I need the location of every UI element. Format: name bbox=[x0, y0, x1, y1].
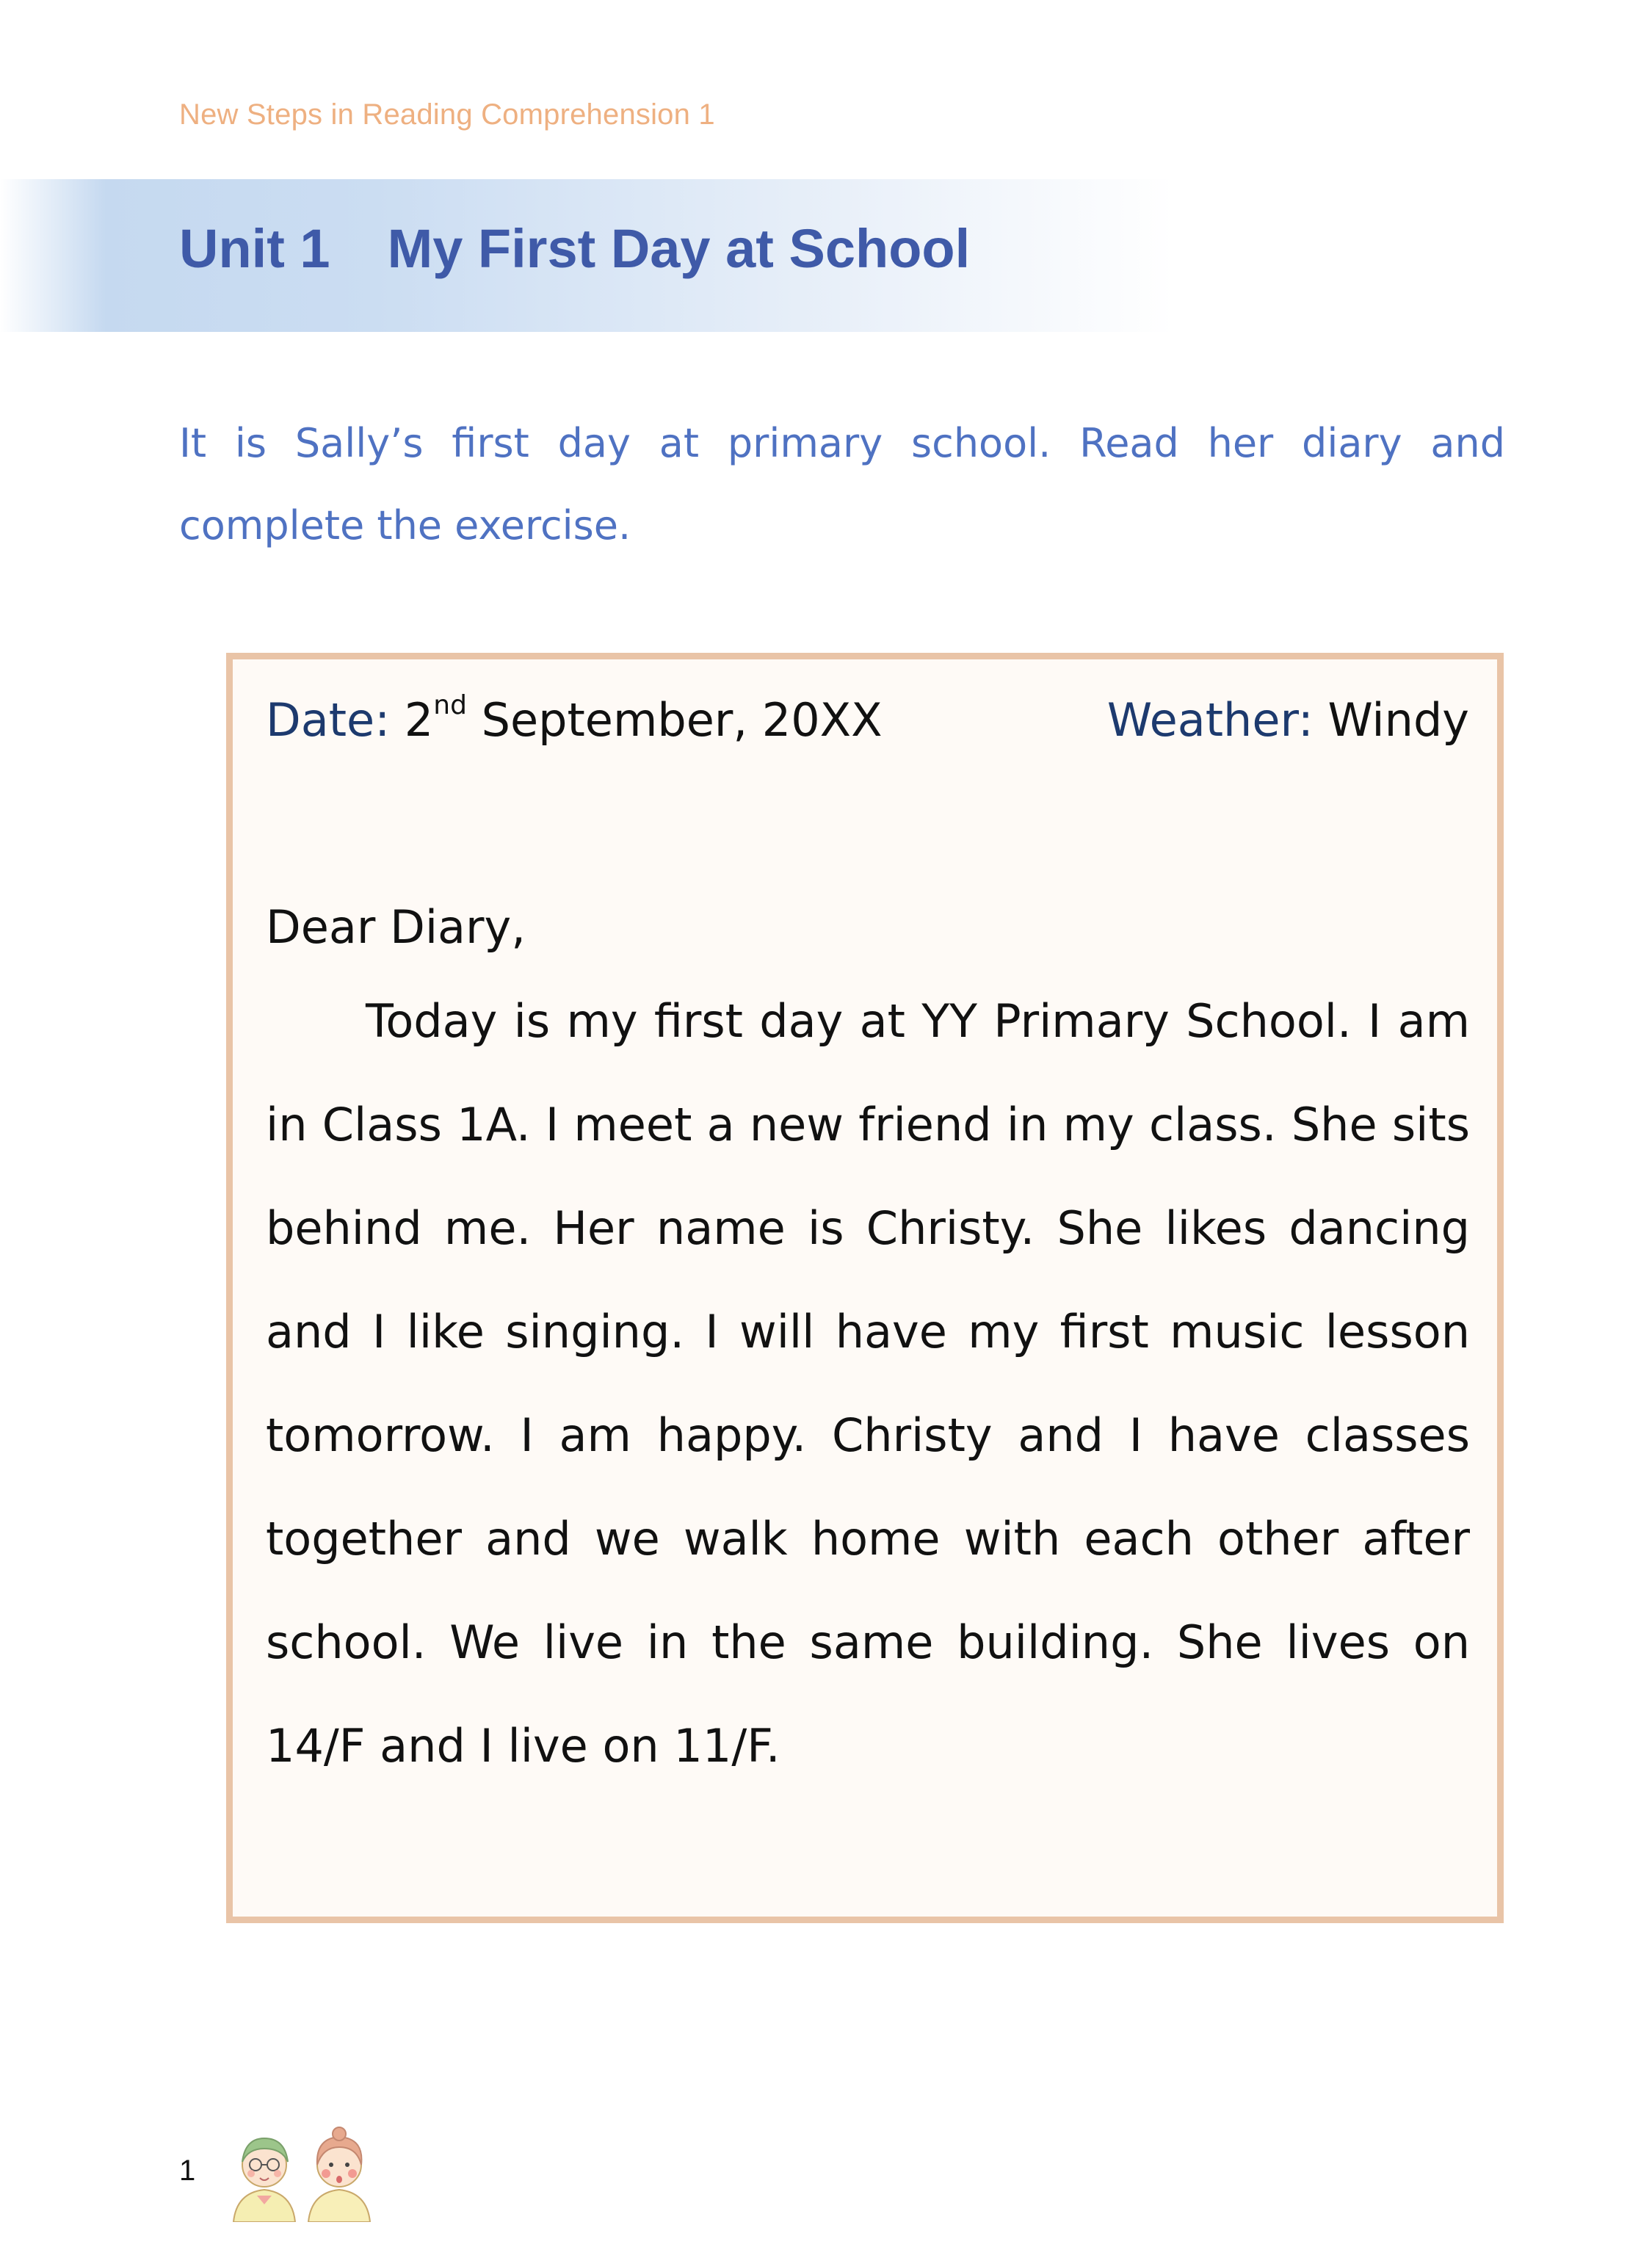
girl-figure bbox=[308, 2127, 370, 2222]
date-suffix: nd bbox=[433, 690, 467, 720]
weather-label: Weather: bbox=[1106, 693, 1314, 747]
unit-name: My First Day at School bbox=[387, 218, 971, 279]
diary-body: Today is my first day at YY Primary School. I am in Class 1A. I meet a new friend in my class. She sits behind me. Her name is Christy. She likes dancing and I like singing. I will have my first music lesson tomorrow. I am happy. Christy and I have classes together and we walk home with each other after school. We live in the same building. She lives on 14/F and I live on 11/F. bbox=[266, 994, 1470, 1773]
boy-figure bbox=[233, 2138, 295, 2222]
weather-value: Windy bbox=[1327, 693, 1469, 747]
date-label: Date: bbox=[266, 693, 391, 747]
weather-field bbox=[1107, 693, 1469, 747]
unit-title bbox=[179, 217, 970, 280]
date-day: 2 bbox=[404, 693, 434, 747]
instruction-text: It is Sally’s first day at primary school. Read her diary and complete the exercise. bbox=[179, 420, 1505, 549]
date-rest: September, 20XX bbox=[481, 693, 883, 747]
diary-box bbox=[226, 653, 1504, 1923]
diary-meta-line bbox=[266, 690, 1469, 747]
diary-greeting: Dear Diary, bbox=[266, 900, 526, 954]
unit-number: Unit 1 bbox=[179, 218, 330, 279]
running-header: New Steps in Reading Comprehension 1 bbox=[179, 98, 715, 131]
children-illustration bbox=[220, 2119, 389, 2222]
date-field bbox=[266, 690, 883, 747]
page-number: 1 bbox=[179, 2154, 196, 2187]
